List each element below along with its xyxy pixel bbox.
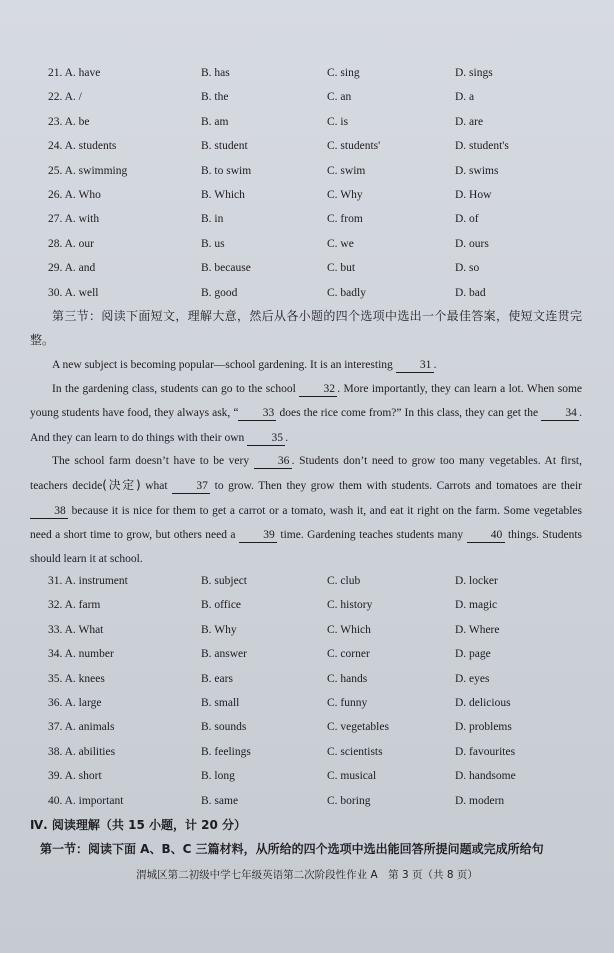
option-row bbox=[0, 189, 614, 209]
option-a[interactable]: 28. A. our bbox=[48, 237, 94, 250]
option-b[interactable]: B. answer bbox=[201, 648, 247, 661]
passage-text: In the gardening class, students can go to the school bbox=[52, 383, 300, 395]
section4-title: Ⅳ. 阅读理解（共 15 小题，计 20 分） bbox=[30, 818, 247, 832]
option-c[interactable]: C. but bbox=[327, 262, 356, 275]
passage-paragraph-1 bbox=[30, 353, 582, 377]
option-row bbox=[0, 770, 614, 790]
option-d[interactable]: D. delicious bbox=[455, 697, 511, 709]
option-c[interactable]: C. Why bbox=[327, 189, 363, 201]
option-a[interactable]: 32. A. farm bbox=[48, 599, 101, 612]
option-d[interactable]: D. student's bbox=[455, 140, 509, 153]
option-a[interactable]: 25. A. swimming bbox=[48, 164, 128, 177]
passage-text: . Students don’t need to grow too many vegetables. At first, teachers decide bbox=[30, 455, 583, 493]
passage-text: A new subject is becoming popular—school gardening. It is an interesting bbox=[52, 359, 396, 371]
option-row bbox=[0, 67, 614, 87]
blank-39[interactable]: 39 bbox=[239, 528, 277, 543]
option-b[interactable]: B. has bbox=[201, 67, 230, 79]
option-d[interactable]: D. How bbox=[455, 189, 492, 201]
option-c[interactable]: C. funny bbox=[327, 697, 368, 709]
blank-32[interactable]: 32 bbox=[299, 382, 337, 397]
option-row bbox=[0, 746, 614, 766]
chinese-gloss: (决定) bbox=[102, 478, 141, 493]
option-c[interactable]: C. sing bbox=[327, 67, 360, 79]
option-row bbox=[0, 140, 614, 160]
option-a[interactable]: 39. A. short bbox=[48, 770, 102, 783]
option-d[interactable]: D. ours bbox=[455, 237, 489, 250]
option-row bbox=[0, 116, 614, 136]
option-c[interactable]: C. vegetables bbox=[327, 721, 389, 734]
blank-40[interactable]: 40 bbox=[467, 528, 505, 543]
option-b[interactable]: B. feelings bbox=[201, 745, 251, 758]
blank-31[interactable]: 31 bbox=[396, 358, 434, 373]
option-a[interactable]: 29. A. and bbox=[48, 262, 96, 275]
option-b[interactable]: B. office bbox=[201, 599, 242, 612]
option-c[interactable]: C. scientists bbox=[327, 745, 383, 758]
option-d[interactable]: D. locker bbox=[455, 575, 498, 587]
option-b[interactable]: B. in bbox=[201, 213, 224, 226]
option-b[interactable]: B. the bbox=[201, 91, 229, 104]
option-c[interactable]: C. swim bbox=[327, 164, 366, 177]
blank-38[interactable]: 38 bbox=[30, 504, 68, 519]
option-b[interactable]: B. good bbox=[201, 286, 238, 299]
passage-text: because it is nice for them to get a carrot or a tomato, wash it, and eat it right on the farm. Some vegetables need a short time to grow, but others need a bbox=[30, 504, 582, 541]
option-row bbox=[0, 624, 614, 644]
passage-text: The school farm doesn’t have to be very bbox=[52, 455, 254, 467]
option-c[interactable]: C. is bbox=[327, 115, 349, 128]
option-c[interactable]: C. club bbox=[327, 575, 361, 587]
option-a[interactable]: 22. A. / bbox=[48, 91, 82, 104]
option-d[interactable]: D. bad bbox=[455, 286, 486, 299]
option-d[interactable]: D. favourites bbox=[455, 745, 516, 758]
option-row bbox=[0, 91, 614, 111]
blank-33[interactable]: 33 bbox=[238, 406, 276, 421]
option-row bbox=[0, 262, 614, 282]
blank-36[interactable]: 36 bbox=[254, 454, 292, 469]
option-a[interactable]: 21. A. have bbox=[48, 67, 101, 79]
option-c[interactable]: C. corner bbox=[327, 648, 370, 661]
option-c[interactable]: C. we bbox=[327, 237, 354, 250]
passage-paragraph-3 bbox=[30, 449, 582, 571]
option-row bbox=[0, 213, 614, 233]
option-row bbox=[0, 648, 614, 668]
option-b[interactable]: B. to swim bbox=[201, 164, 252, 177]
option-d[interactable]: D. of bbox=[455, 213, 479, 226]
option-a[interactable]: 24. A. students bbox=[48, 140, 117, 153]
passage-paragraph-2 bbox=[30, 377, 582, 450]
option-b[interactable]: B. am bbox=[201, 115, 229, 128]
passage-text: . And they can learn to do things with their own bbox=[30, 407, 582, 444]
passage-text: what bbox=[140, 480, 173, 493]
option-d[interactable]: D. a bbox=[455, 91, 475, 104]
option-row bbox=[0, 599, 614, 619]
option-c[interactable]: C. an bbox=[327, 91, 352, 104]
option-c[interactable]: C. musical bbox=[327, 770, 377, 783]
option-a[interactable]: 26. A. Who bbox=[48, 189, 101, 201]
option-b[interactable]: B. subject bbox=[201, 575, 247, 587]
option-b[interactable]: B. Which bbox=[201, 189, 245, 201]
blank-34[interactable]: 34 bbox=[541, 406, 579, 421]
option-d[interactable]: D. eyes bbox=[455, 672, 490, 685]
passage-text: . bbox=[433, 359, 437, 371]
passage-text: does the rice come from?” In this class, they can get the bbox=[276, 407, 542, 420]
option-c[interactable]: C. students' bbox=[327, 140, 381, 153]
option-c[interactable]: C. boring bbox=[327, 794, 371, 807]
option-d[interactable]: D. so bbox=[455, 262, 480, 275]
option-d[interactable]: D. sings bbox=[455, 67, 493, 79]
passage-text: things. Students should learn it at school. bbox=[30, 528, 582, 566]
option-a[interactable]: 35. A. knees bbox=[48, 672, 105, 685]
option-a[interactable]: 36. A. large bbox=[48, 697, 102, 709]
option-row bbox=[0, 721, 614, 741]
option-a[interactable]: 31. A. instrument bbox=[48, 575, 128, 587]
option-c[interactable]: C. history bbox=[327, 599, 373, 612]
option-d[interactable]: D. modern bbox=[455, 794, 505, 807]
option-c[interactable]: C. badly bbox=[327, 286, 366, 299]
option-d[interactable]: D. swims bbox=[455, 164, 499, 177]
option-b[interactable]: B. because bbox=[201, 262, 251, 275]
option-row bbox=[0, 165, 614, 185]
option-d[interactable]: D. problems bbox=[455, 721, 512, 734]
option-d[interactable]: D. page bbox=[455, 648, 491, 661]
option-row bbox=[0, 795, 614, 815]
option-a[interactable]: 23. A. be bbox=[48, 115, 90, 128]
passage-text: . bbox=[285, 431, 289, 444]
option-b[interactable]: B. same bbox=[201, 794, 239, 807]
option-c[interactable]: C. Which bbox=[327, 623, 371, 636]
passage-text: to grow. Then they grow them with students. Carrots and tomatoes are their bbox=[210, 480, 582, 493]
blank-35[interactable]: 35 bbox=[247, 431, 285, 446]
option-a[interactable]: 30. A. well bbox=[48, 286, 99, 299]
option-row bbox=[0, 238, 614, 258]
option-b[interactable]: B. student bbox=[201, 140, 248, 153]
passage-text: . More importantly, they can learn a lot. When some young students have food, they always ask, “ bbox=[30, 383, 582, 420]
option-a[interactable]: 33. A. What bbox=[48, 623, 104, 636]
option-b[interactable]: B. sounds bbox=[201, 721, 247, 734]
option-d[interactable]: D. magic bbox=[455, 599, 498, 612]
option-c[interactable]: C. from bbox=[327, 213, 363, 226]
option-a[interactable]: 38. A. abilities bbox=[48, 745, 116, 758]
option-a[interactable]: 37. A. animals bbox=[48, 721, 115, 734]
option-d[interactable]: D. Where bbox=[455, 623, 500, 636]
option-d[interactable]: D. are bbox=[455, 115, 484, 128]
option-c[interactable]: C. hands bbox=[327, 672, 368, 685]
option-b[interactable]: B. Why bbox=[201, 623, 237, 636]
option-a[interactable]: 40. A. important bbox=[48, 794, 124, 807]
passage-text: time. Gardening teaches students many bbox=[276, 528, 467, 541]
option-b[interactable]: B. long bbox=[201, 770, 235, 783]
option-a[interactable]: 34. A. number bbox=[48, 648, 114, 661]
option-a[interactable]: 27. A. with bbox=[48, 213, 100, 226]
section3-instruction: 第三节：阅读下面短文，理解大意，然后从各小题的四个选项中选出一个最佳答案，使短文连贯完整。 bbox=[30, 309, 582, 347]
section4-instruction: 第一节：阅读下面 A、B、C 三篇材料，从所给的四个选项中选出能回答所提问题或完成所给句 bbox=[40, 842, 544, 856]
option-b[interactable]: B. us bbox=[201, 237, 225, 250]
option-d[interactable]: D. handsome bbox=[455, 770, 516, 783]
option-row bbox=[0, 575, 614, 595]
blank-37[interactable]: 37 bbox=[172, 479, 210, 494]
option-b[interactable]: B. small bbox=[201, 697, 240, 709]
page-footer: 渭城区第二初级中学七年级英语第二次阶段性作业 A 第 3 页（共 8 页） bbox=[136, 869, 478, 881]
option-b[interactable]: B. ears bbox=[201, 672, 233, 685]
option-row bbox=[0, 673, 614, 693]
option-row bbox=[0, 697, 614, 717]
